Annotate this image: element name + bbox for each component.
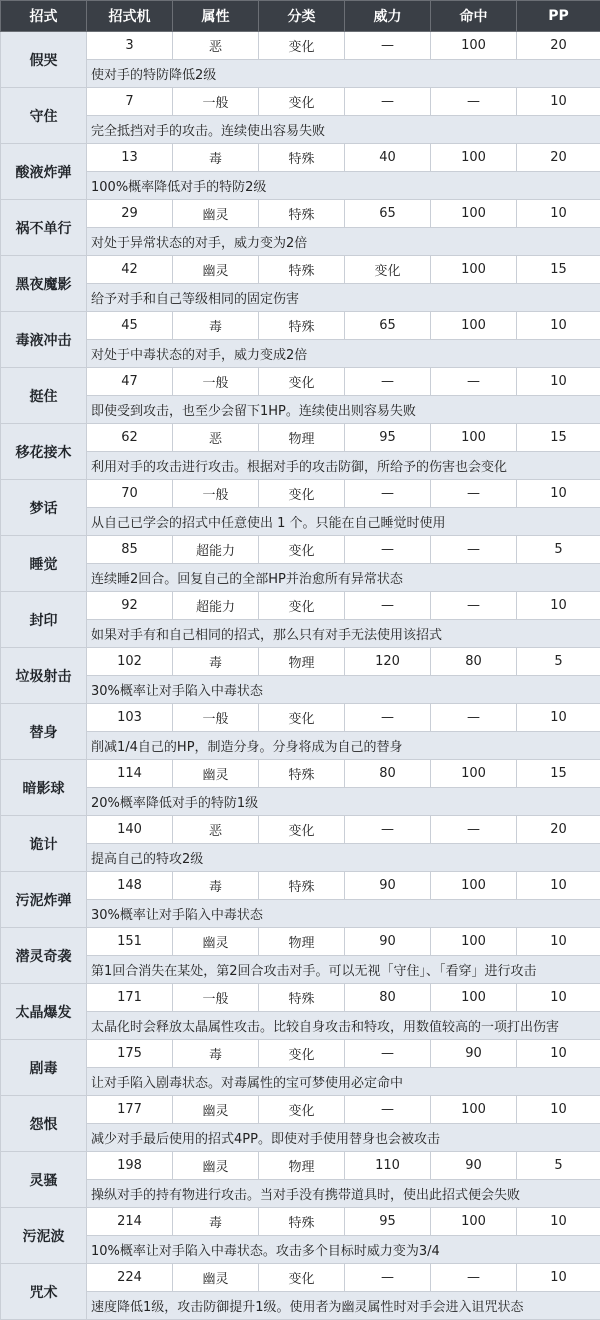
move-category: 特殊 [259,760,345,788]
move-accuracy: 100 [431,312,517,340]
move-pp: 10 [517,480,600,508]
move-desc-row [1,508,600,536]
move-desc-row [1,1180,600,1208]
move-accuracy: 100 [431,424,517,452]
move-tm: 224 [87,1264,173,1292]
move-stat-row [1,1208,600,1236]
move-type: 一般 [173,88,259,116]
move-desc-row [1,788,600,816]
move-tm: 175 [87,1040,173,1068]
move-name: 酸液炸弹 [1,144,87,200]
move-category: 特殊 [259,200,345,228]
move-description: 10%概率让对手陷入中毒状态。攻击多个目标时威力变为3/4 [87,1236,600,1264]
move-accuracy: — [431,368,517,396]
move-pp: 10 [517,1208,600,1236]
move-description: 削减1/4自己的HP，制造分身。分身将成为自己的替身 [87,732,600,760]
move-description: 速度降低1级，攻击防御提升1级。使用者为幽灵属性时对手会进入诅咒状态 [87,1292,600,1320]
move-tm: 70 [87,480,173,508]
move-category: 变化 [259,88,345,116]
move-type: 超能力 [173,536,259,564]
move-stat-row [1,368,600,396]
move-type: 毒 [173,312,259,340]
move-power: 95 [345,1208,431,1236]
move-description: 100%概率降低对手的特防2级 [87,172,600,200]
move-tm: 47 [87,368,173,396]
move-type: 幽灵 [173,928,259,956]
move-desc-row [1,452,600,480]
move-tm: 140 [87,816,173,844]
move-type: 幽灵 [173,200,259,228]
move-stat-row [1,1264,600,1292]
move-stat-row [1,312,600,340]
header-tm: 招式机 [87,1,173,32]
move-category: 特殊 [259,872,345,900]
header-name: 招式 [1,1,87,32]
move-name: 污泥炸弹 [1,872,87,928]
move-pp: 5 [517,648,600,676]
move-power: 110 [345,1152,431,1180]
move-category: 特殊 [259,256,345,284]
header-row [1,1,600,32]
move-type: 一般 [173,480,259,508]
move-category: 物理 [259,928,345,956]
move-description: 太晶化时会释放太晶属性攻击。比较自身攻击和特攻，用数值较高的一项打出伤害 [87,1012,600,1040]
move-desc-row [1,340,600,368]
move-name: 灵骚 [1,1152,87,1208]
move-tm: 42 [87,256,173,284]
move-tm: 114 [87,760,173,788]
move-tm: 177 [87,1096,173,1124]
move-category: 变化 [259,1264,345,1292]
move-stat-row [1,256,600,284]
move-accuracy: — [431,592,517,620]
move-name: 毒液冲击 [1,312,87,368]
move-pp: 10 [517,704,600,732]
move-power: — [345,88,431,116]
move-desc-row [1,228,600,256]
move-tm: 7 [87,88,173,116]
move-desc-row [1,732,600,760]
move-stat-row [1,648,600,676]
move-power: — [345,368,431,396]
move-type: 一般 [173,368,259,396]
move-accuracy: 100 [431,984,517,1012]
move-tm: 214 [87,1208,173,1236]
move-accuracy: 90 [431,1040,517,1068]
move-tm: 151 [87,928,173,956]
move-accuracy: 100 [431,760,517,788]
move-description: 减少对手最后使用的招式4PP。即使对手使用替身也会被攻击 [87,1124,600,1152]
move-power: — [345,704,431,732]
move-type: 恶 [173,816,259,844]
move-description: 连续睡2回合。回复自己的全部HP并治愈所有异常状态 [87,564,600,592]
move-name: 挺住 [1,368,87,424]
move-pp: 5 [517,1152,600,1180]
move-desc-row [1,284,600,312]
move-desc-row [1,844,600,872]
move-name: 假哭 [1,32,87,88]
move-description: 操纵对手的持有物进行攻击。当对手没有携带道具时，使出此招式便会失败 [87,1180,600,1208]
move-stat-row [1,536,600,564]
move-accuracy: — [431,816,517,844]
move-stat-row [1,928,600,956]
move-desc-row [1,1292,600,1320]
move-pp: 10 [517,984,600,1012]
move-description: 从自己已学会的招式中任意使出 1 个。只能在自己睡觉时使用 [87,508,600,536]
move-accuracy: 80 [431,648,517,676]
header-accuracy: 命中 [431,1,517,32]
move-name: 怨恨 [1,1096,87,1152]
move-type: 幽灵 [173,256,259,284]
move-stat-row [1,424,600,452]
move-name: 污泥波 [1,1208,87,1264]
move-name: 封印 [1,592,87,648]
move-desc-row [1,116,600,144]
move-stat-row [1,32,600,60]
move-type: 幽灵 [173,1096,259,1124]
move-name: 咒术 [1,1264,87,1320]
move-type: 毒 [173,1040,259,1068]
move-tm: 171 [87,984,173,1012]
move-desc-row [1,172,600,200]
move-description: 第1回合消失在某处，第2回合攻击对手。可以无视「守住」、「看穿」进行攻击 [87,956,600,984]
move-power: 80 [345,984,431,1012]
move-type: 幽灵 [173,1264,259,1292]
move-pp: 10 [517,88,600,116]
move-power: — [345,480,431,508]
header-pp: PP [517,1,600,32]
move-tm: 3 [87,32,173,60]
move-type: 幽灵 [173,1152,259,1180]
move-power: 90 [345,872,431,900]
move-tm: 102 [87,648,173,676]
move-desc-row [1,1068,600,1096]
move-description: 对处于异常状态的对手，威力变为2倍 [87,228,600,256]
move-name: 梦话 [1,480,87,536]
move-pp: 10 [517,1040,600,1068]
move-name: 睡觉 [1,536,87,592]
move-description: 完全抵挡对手的攻击。连续使出容易失败 [87,116,600,144]
move-desc-row [1,60,600,88]
move-category: 变化 [259,536,345,564]
move-power: 120 [345,648,431,676]
move-pp: 20 [517,816,600,844]
move-pp: 10 [517,872,600,900]
move-desc-row [1,676,600,704]
move-desc-row [1,1236,600,1264]
move-description: 30%概率让对手陷入中毒状态 [87,900,600,928]
move-name: 暗影球 [1,760,87,816]
move-accuracy: 100 [431,256,517,284]
move-tm: 148 [87,872,173,900]
move-accuracy: 100 [431,928,517,956]
move-description: 利用对手的攻击进行攻击。根据对手的攻击防御，所给予的伤害也会变化 [87,452,600,480]
move-stat-row [1,1152,600,1180]
move-name: 诡计 [1,816,87,872]
move-category: 物理 [259,1152,345,1180]
move-description: 提高自己的特攻2级 [87,844,600,872]
move-type: 一般 [173,984,259,1012]
move-power: — [345,536,431,564]
move-category: 变化 [259,1040,345,1068]
header-power: 威力 [345,1,431,32]
move-stat-row [1,760,600,788]
move-stat-row [1,200,600,228]
move-name: 潜灵奇袭 [1,928,87,984]
move-category: 变化 [259,1096,345,1124]
move-pp: 10 [517,200,600,228]
move-tm: 45 [87,312,173,340]
move-pp: 15 [517,256,600,284]
move-pp: 15 [517,760,600,788]
move-pp: 10 [517,368,600,396]
move-pp: 5 [517,536,600,564]
move-category: 物理 [259,648,345,676]
move-accuracy: 100 [431,872,517,900]
move-power: 65 [345,312,431,340]
move-category: 物理 [259,424,345,452]
move-category: 特殊 [259,1208,345,1236]
move-tm: 92 [87,592,173,620]
move-name: 祸不单行 [1,200,87,256]
move-type: 幽灵 [173,760,259,788]
move-accuracy: 90 [431,1152,517,1180]
move-category: 变化 [259,480,345,508]
move-description: 20%概率降低对手的特防1级 [87,788,600,816]
move-desc-row [1,396,600,424]
move-desc-row [1,620,600,648]
move-name: 太晶爆发 [1,984,87,1040]
move-desc-row [1,956,600,984]
header-category: 分类 [259,1,345,32]
move-accuracy: 100 [431,1208,517,1236]
move-type: 毒 [173,872,259,900]
move-power: 95 [345,424,431,452]
move-description: 给予对手和自己等级相同的固定伤害 [87,284,600,312]
move-tm: 198 [87,1152,173,1180]
move-accuracy: — [431,480,517,508]
move-category: 特殊 [259,984,345,1012]
move-accuracy: 100 [431,200,517,228]
move-name: 垃圾射击 [1,648,87,704]
move-power: — [345,32,431,60]
move-stat-row [1,704,600,732]
move-power: 65 [345,200,431,228]
move-type: 毒 [173,648,259,676]
move-description: 使对手的特防降低2级 [87,60,600,88]
move-stat-row [1,88,600,116]
move-power: 90 [345,928,431,956]
move-type: 恶 [173,424,259,452]
move-desc-row [1,564,600,592]
move-power: — [345,816,431,844]
move-accuracy: — [431,704,517,732]
move-description: 对处于中毒状态的对手，威力变成2倍 [87,340,600,368]
move-pp: 10 [517,592,600,620]
move-category: 特殊 [259,312,345,340]
move-power: — [345,1040,431,1068]
move-power: 变化 [345,256,431,284]
move-description: 即使受到攻击，也至少会留下1HP。连续使出则容易失败 [87,396,600,424]
move-name: 替身 [1,704,87,760]
move-name: 移花接木 [1,424,87,480]
move-accuracy: 100 [431,32,517,60]
move-category: 变化 [259,704,345,732]
move-name: 剧毒 [1,1040,87,1096]
move-power: 80 [345,760,431,788]
move-pp: 15 [517,424,600,452]
move-pp: 10 [517,312,600,340]
move-stat-row [1,480,600,508]
move-power: — [345,1264,431,1292]
move-pp: 20 [517,32,600,60]
move-category: 特殊 [259,144,345,172]
move-tm: 85 [87,536,173,564]
move-stat-row [1,592,600,620]
move-description: 30%概率让对手陷入中毒状态 [87,676,600,704]
move-tm: 29 [87,200,173,228]
move-description: 如果对手有和自己相同的招式，那么只有对手无法使用该招式 [87,620,600,648]
move-type: 超能力 [173,592,259,620]
move-type: 一般 [173,704,259,732]
move-desc-row [1,900,600,928]
move-pp: 10 [517,1264,600,1292]
move-stat-row [1,144,600,172]
move-pp: 10 [517,928,600,956]
move-description: 让对手陷入剧毒状态。对毒属性的宝可梦使用必定命中 [87,1068,600,1096]
move-pp: 20 [517,144,600,172]
move-category: 变化 [259,368,345,396]
move-stat-row [1,984,600,1012]
move-accuracy: — [431,1264,517,1292]
move-power: 40 [345,144,431,172]
move-tm: 103 [87,704,173,732]
move-tm: 13 [87,144,173,172]
move-category: 变化 [259,32,345,60]
move-power: — [345,592,431,620]
move-type: 毒 [173,144,259,172]
move-stat-row [1,1096,600,1124]
move-stat-row [1,816,600,844]
move-power: — [345,1096,431,1124]
move-type: 毒 [173,1208,259,1236]
move-desc-row [1,1124,600,1152]
move-type: 恶 [173,32,259,60]
move-accuracy: 100 [431,1096,517,1124]
move-desc-row [1,1012,600,1040]
move-category: 变化 [259,592,345,620]
header-type: 属性 [173,1,259,32]
move-category: 变化 [259,816,345,844]
move-tm: 62 [87,424,173,452]
move-accuracy: — [431,536,517,564]
move-pp: 10 [517,1096,600,1124]
move-stat-row [1,1040,600,1068]
move-name: 黑夜魔影 [1,256,87,312]
move-stat-row [1,872,600,900]
move-accuracy: 100 [431,144,517,172]
move-accuracy: — [431,88,517,116]
move-name: 守住 [1,88,87,144]
